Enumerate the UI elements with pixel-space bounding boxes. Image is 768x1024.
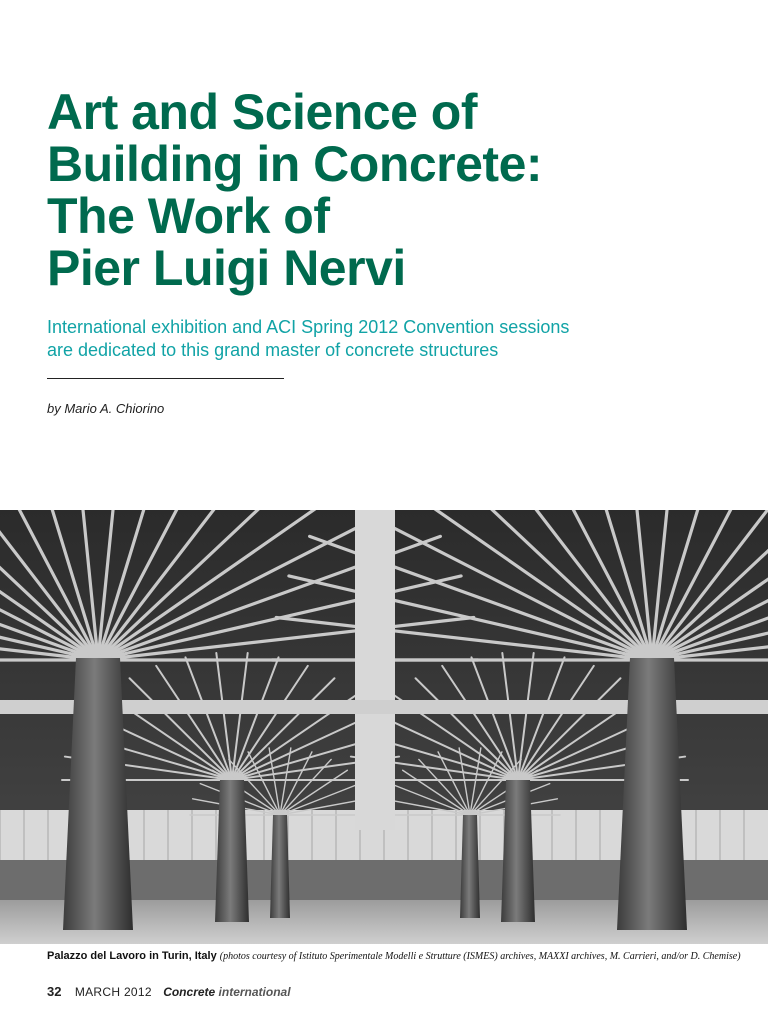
caption-title: Palazzo del Lavoro in Turin, Italy <box>47 950 217 962</box>
hall-photo <box>0 510 768 944</box>
byline: by Mario A. Chiorino <box>47 401 165 416</box>
subtitle-line: International exhibition and ACI Spring 2012 Convention sessions <box>47 317 570 337</box>
divider-rule <box>47 378 284 379</box>
article-subtitle <box>47 316 747 362</box>
magazine-name: Concrete <box>163 985 216 999</box>
magazine-name-suffix: international <box>218 985 291 999</box>
photo-caption <box>47 950 762 962</box>
title-line: Building in Concrete: <box>47 136 543 192</box>
page-number: 32 <box>47 984 62 999</box>
caption-credit: (photos courtesy of Istituto Sperimentale Modelli e Strutture (ISMES) archives, MAXXI archives, M. Carrieri, and/or D. Chemise) <box>219 951 741 962</box>
title-line: Art and Science of <box>47 84 477 140</box>
title-line: Pier Luigi Nervi <box>47 240 406 296</box>
article-title <box>47 86 747 294</box>
title-line: The Work of <box>47 188 330 244</box>
subtitle-line: are dedicated to this grand master of concrete structures <box>47 340 499 360</box>
issue-date: MARCH 2012 <box>74 985 152 999</box>
page-footer <box>47 984 291 999</box>
